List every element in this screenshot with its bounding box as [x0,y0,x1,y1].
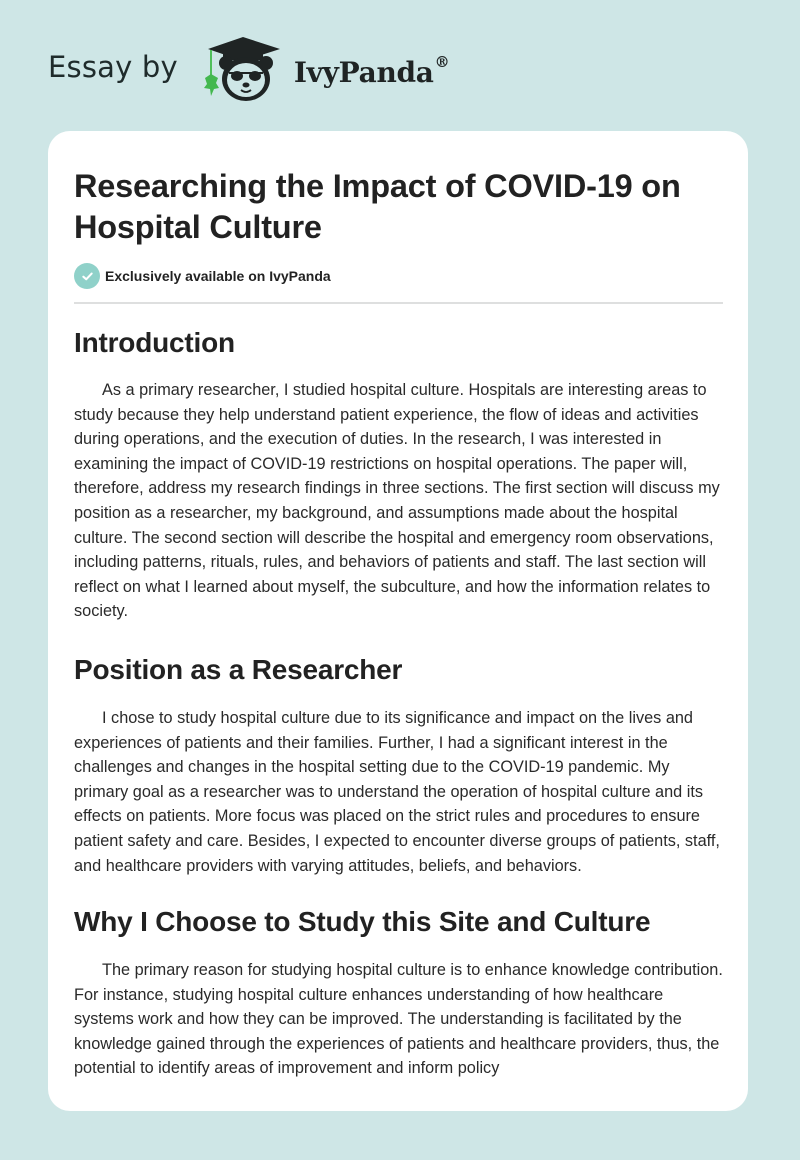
panda-graduate-icon[interactable] [196,32,288,106]
registered-mark: ® [434,53,450,72]
section-paragraph: I chose to study hospital culture due to its significance and impact on the lives and experiences of patients and their families. Further, I had a significant interest in the challenges and changes in the hospital setting due to the COVID-19 pandemic. My primary goal as a researcher was to understand the operation of hospital culture and its effects on patients. More focus was placed on the strict rules and procedures to ensure patient safety and care. Besides, I expected to encounter diverse groups of patients, staff, and healthcare providers with varying attitudes, beliefs, and behaviors. [74,709,720,875]
brand-header [48,34,449,104]
divider [74,302,723,304]
brand-prefix: Essay by [48,50,178,84]
brand-wordmark[interactable]: IvyPanda® [293,53,450,89]
section-paragraph: The primary reason for studying hospital culture is to enhance knowledge contribution. For instance, studying hospital culture enhances understanding of how healthcare systems work and how they can be improved. The understanding is facilitated by the knowledge gained through the experiences of patients and healthcare providers, thus, the potential to identify areas of improvement and inform policy [74,961,723,1078]
section-paragraph: As a primary researcher, I studied hospital culture. Hospitals are interesting areas to study because they help understand patient experience, the flow of ideas and activities during operations, and the execution of duties. In the research, I was interested in examining the impact of COVID-19 restrictions on hospital operations. The paper will, therefore, address my research findings in three sections. The first section will discuss my position as a researcher, my background, and assumptions made about the hospital culture. The second section will describe the hospital and emergency room observations, including patterns, rituals, rules, and behaviors of patients and staff. The last section will reflect on what I learned about myself, the subculture, and how the information relates to society. [74,381,720,621]
badge-label: Exclusively available on IvyPanda [105,268,331,284]
section-heading: Introduction [74,327,235,358]
section-introduction [74,323,724,624]
section-heading: Position as a Researcher [74,654,403,685]
check-circle-icon [74,263,100,289]
section-position-as-researcher [74,650,724,878]
page-title: Researching the Impact of COVID-19 on Hospital Culture [74,168,681,245]
exclusive-badge [74,263,331,289]
section-heading: Why I Choose to Study this Site and Culture [74,906,651,937]
essay-card [48,131,748,1111]
section-why-study-site [74,902,724,1081]
